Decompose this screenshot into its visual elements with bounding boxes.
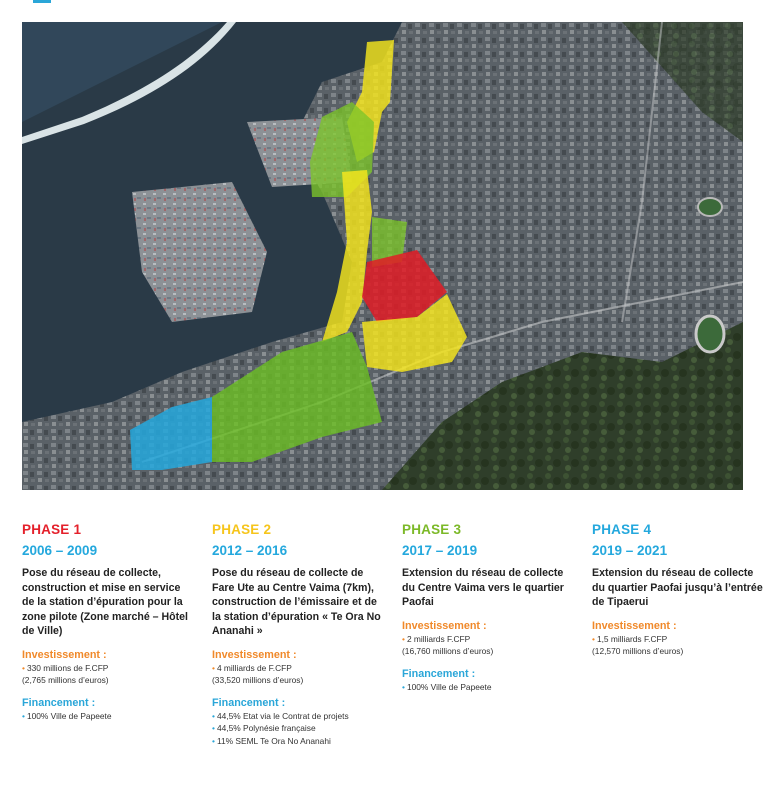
phase-2-title: PHASE 2 (212, 522, 272, 537)
phase-4-investment-label: Investissement : (592, 619, 677, 632)
top-strip (0, 0, 764, 22)
phase-1-investment-label: Investissement : (22, 648, 107, 661)
phases-section (22, 522, 763, 792)
stadium-icon (696, 316, 724, 352)
phase-4-column (592, 522, 764, 658)
phase-3-description: Extension du réseau de collecte du Centre Vaima vers le quartier Paofai (402, 567, 564, 609)
phase-2-investment-label: Investissement : (212, 648, 297, 661)
phase-1-years: 2006 – 2009 (22, 543, 98, 558)
phase-3-column (402, 522, 574, 693)
phase-1-investment-line: (2,765 millions d’euros) (22, 675, 109, 686)
phase-4-title: PHASE 4 (592, 522, 652, 537)
phase-1-funding-line: • 100% Ville de Papeete (22, 710, 112, 721)
phase-2-funding-label: Financement : (212, 696, 286, 709)
top-accent-mark (33, 0, 51, 3)
phase-2-funding-line: • 11% SEML Te Ora No Ananahi (212, 735, 331, 746)
phase-2-investment-line: (33,520 millions d’euros) (212, 675, 304, 686)
phase-1-description: Pose du réseau de collecte, construction et mise en service de la station d’épuration pour la zone pilote (Zone marché – Hôtel de Ville) (22, 567, 188, 638)
phase-3-title: PHASE 3 (402, 522, 462, 537)
phase-4-investment-line: (12,570 millions d’euros) (592, 646, 684, 657)
phase-3-funding-line: • 100% Ville de Papeete (402, 681, 492, 692)
phase-2-years: 2012 – 2016 (212, 543, 288, 558)
phase-4-years: 2019 – 2021 (592, 543, 668, 558)
phase-1-investment-line: • 330 millions de F.CFP (22, 662, 109, 673)
phase-2-funding-line: • 44,5% Etat via le Contrat de projets (212, 710, 349, 721)
phase-4-description: Extension du réseau de collecte du quartier Paofai jusqu’à l’entrée de Tipaerui (592, 567, 763, 609)
phase-3-investment-label: Investissement : (402, 619, 487, 632)
phase-2-funding-line: • 44,5% Polynésie française (212, 723, 316, 734)
phase-2-investment-line: • 4 milliards de F.CFP (212, 662, 292, 673)
map-svg (22, 22, 743, 490)
phase-3-years: 2017 – 2019 (402, 543, 478, 558)
phase-3-funding-label: Financement : (402, 667, 476, 680)
phase-4-investment-line: • 1,5 milliards F.CFP (592, 633, 668, 644)
phase-1-funding-label: Financement : (22, 696, 96, 709)
phase-3-investment-line: (16,760 millions d’euros) (402, 646, 494, 657)
phase-1-title: PHASE 1 (22, 522, 82, 537)
phase-3-investment-line: • 2 milliards F.CFP (402, 633, 471, 644)
sports-field-icon (698, 198, 722, 216)
phase-2-column (212, 522, 384, 747)
phase-2-description: Pose du réseau de collecte de Fare Ute au Centre Vaima (7km), construction de l’émissaire et de la station d’épuration « Te Ora No Ananahi » (212, 567, 381, 638)
satellite-map (22, 22, 743, 490)
phase-1-column (22, 522, 194, 722)
